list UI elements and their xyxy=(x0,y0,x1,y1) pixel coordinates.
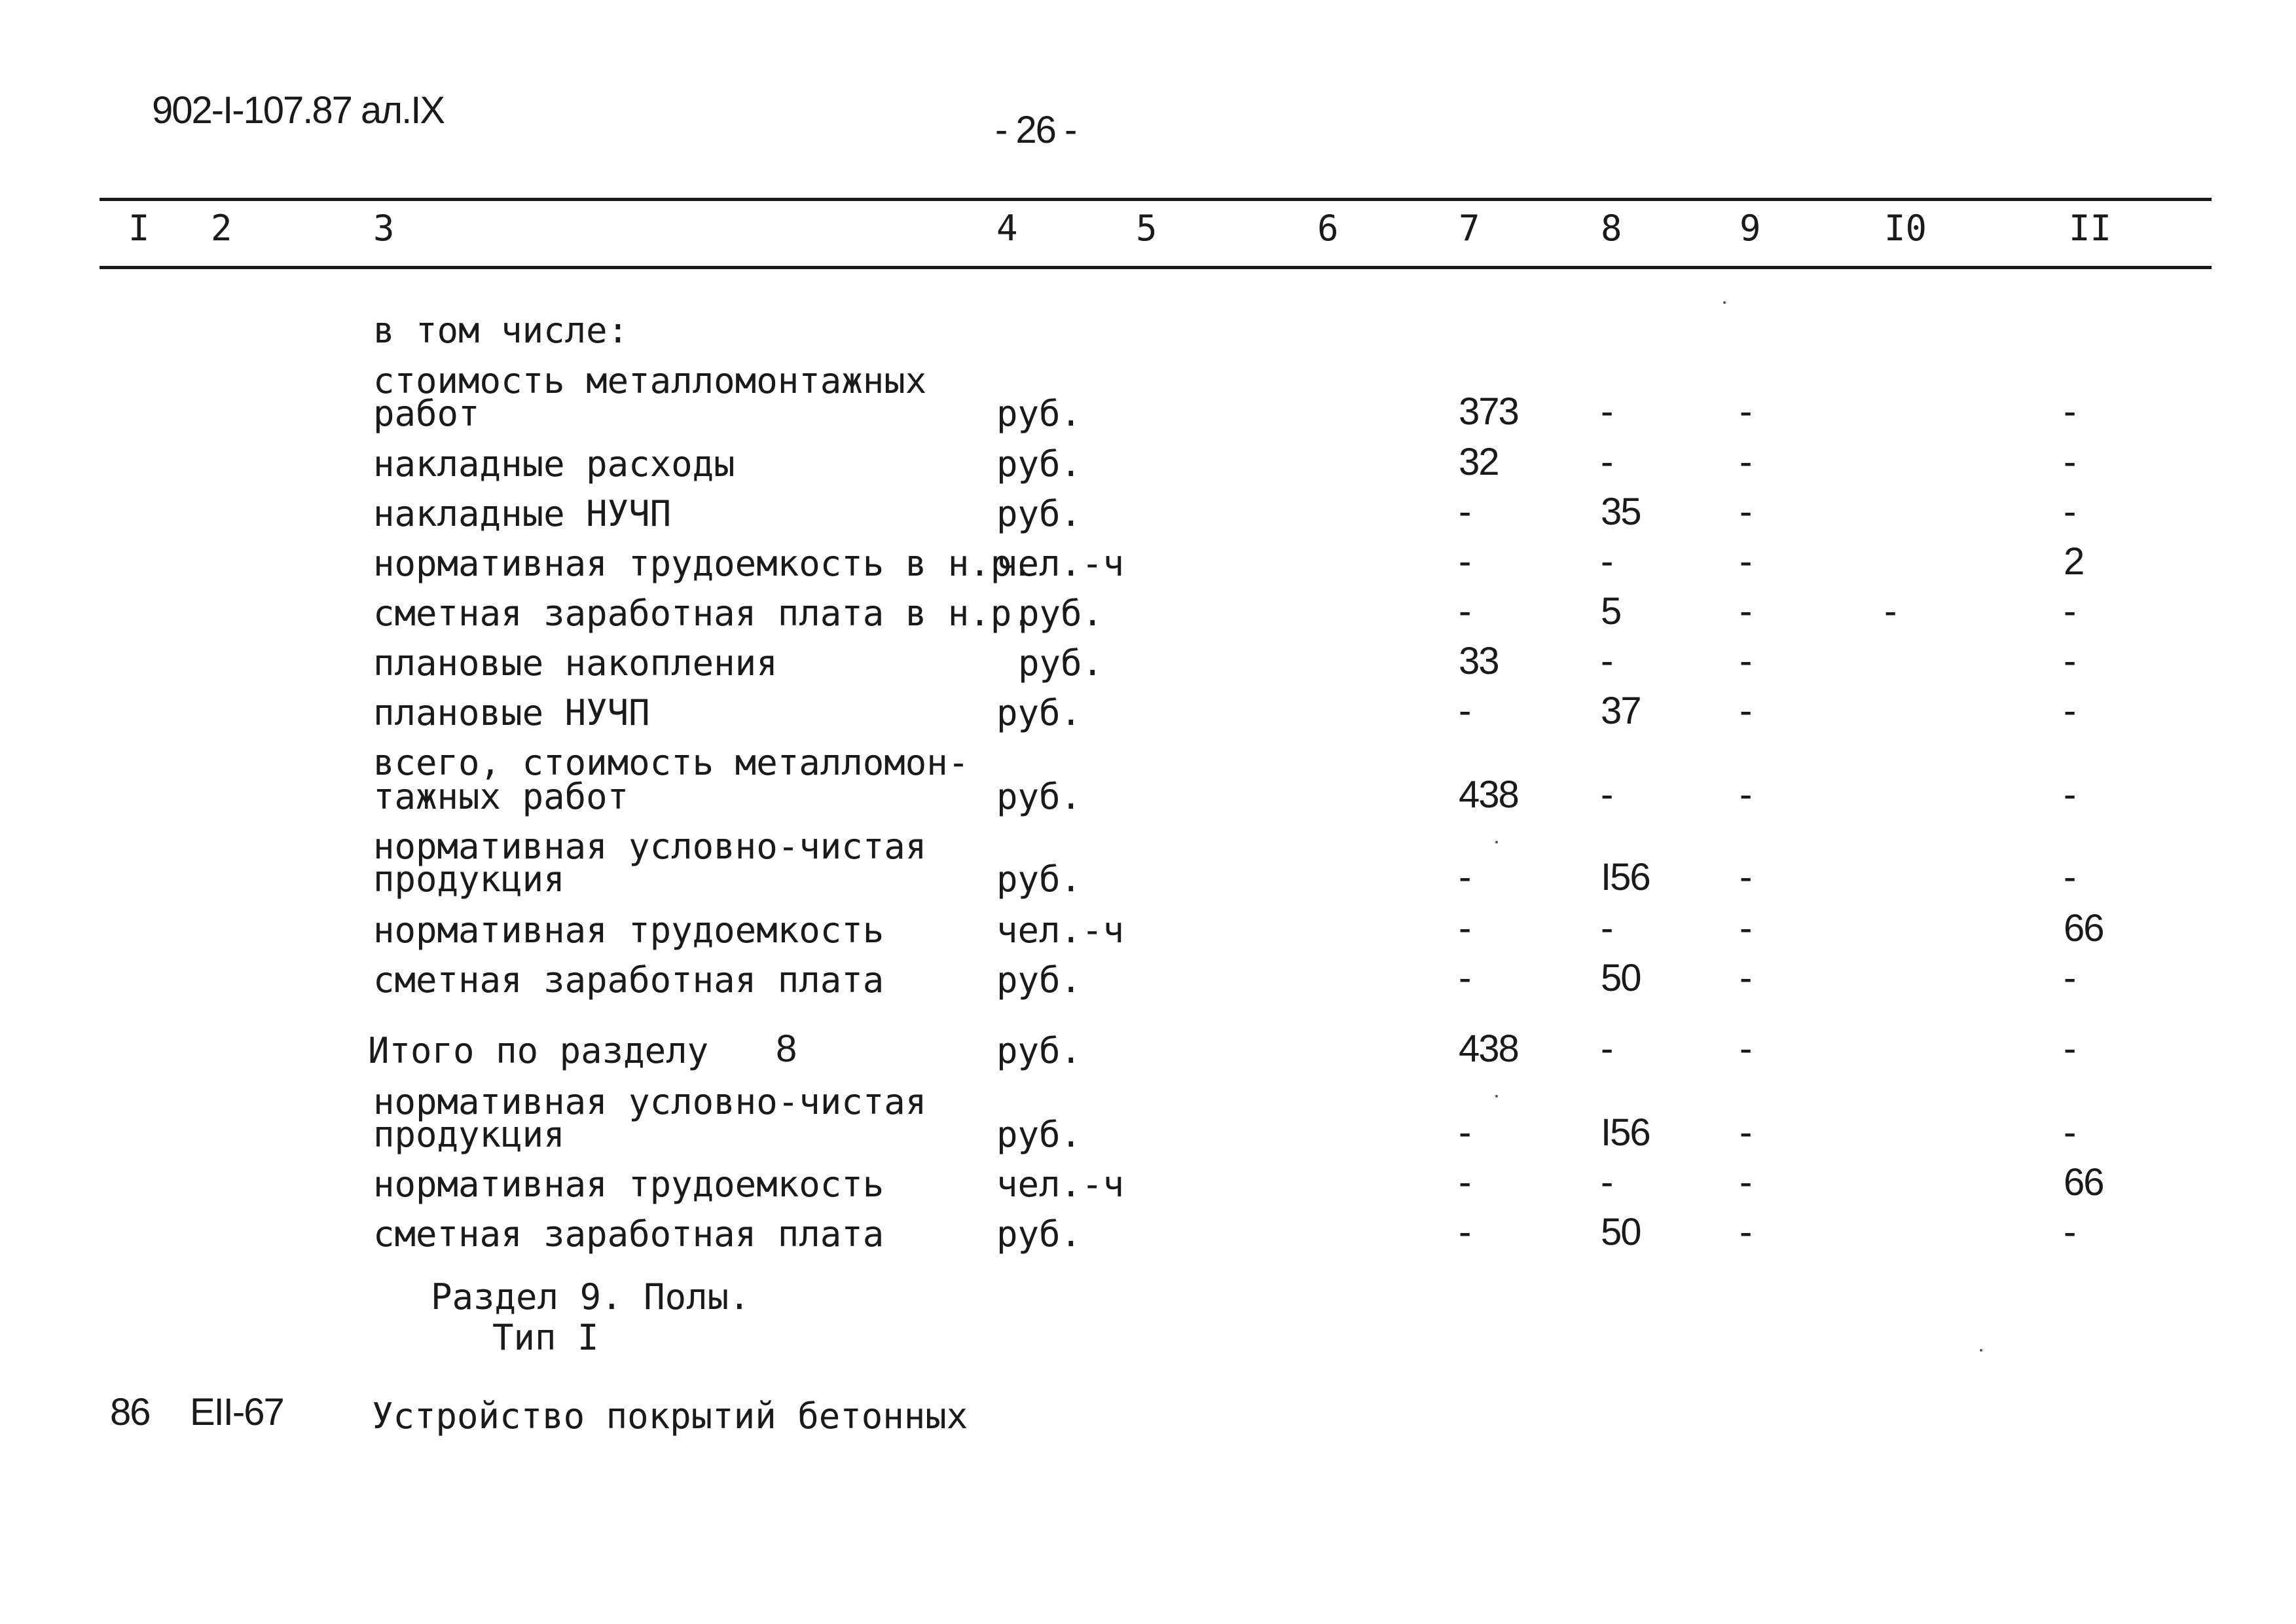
row-description-continued: тажных работ xyxy=(373,776,629,817)
cell-col9: - xyxy=(1740,957,1751,999)
row-description: плановые накопления xyxy=(373,642,778,684)
column-header: 8 xyxy=(1601,208,1622,249)
cell-col9: - xyxy=(1740,907,1751,950)
row-description: Устройство покрытий бетонных xyxy=(372,1395,968,1437)
scan-speck xyxy=(1723,301,1726,304)
cell-col9: - xyxy=(1740,773,1751,816)
row-description: нормативная условно-чистая xyxy=(373,826,927,867)
cell-col8: - xyxy=(1601,907,1613,950)
row-unit: чел.-ч xyxy=(996,1164,1125,1205)
row-unit: руб. xyxy=(996,493,1082,534)
item-code: ЕII-67 xyxy=(190,1391,283,1433)
table-top-rule xyxy=(100,198,2212,201)
cell-col7: 438 xyxy=(1459,1027,1518,1070)
row-description: Итого по разделу xyxy=(368,1030,709,1071)
cell-col7: - xyxy=(1459,856,1470,898)
cell-col11: - xyxy=(2064,1111,2075,1154)
row-unit: руб. xyxy=(996,1030,1082,1071)
cell-col8: 5 xyxy=(1601,590,1621,633)
cell-col8: I56 xyxy=(1601,856,1650,898)
cell-col9: - xyxy=(1740,690,1751,732)
row-description: накладные расходы xyxy=(373,443,735,485)
row-unit: чел.-ч xyxy=(996,543,1125,584)
table-header-bottom-rule xyxy=(100,266,2212,269)
cell-col11: - xyxy=(2064,640,2075,682)
page-number: - 26 - xyxy=(995,109,1076,151)
row-description-continued: работ xyxy=(373,393,480,434)
cell-col7: - xyxy=(1459,1111,1470,1154)
row-description: сметная заработная плата в н.р. xyxy=(373,593,1033,634)
section-title: Раздел 9. Полы. xyxy=(431,1276,750,1318)
cell-col7: - xyxy=(1459,490,1470,533)
cell-col8: 50 xyxy=(1601,1211,1641,1253)
cell-col11: - xyxy=(2064,690,2075,732)
row-description: всего, стоимость металломон- xyxy=(373,742,970,783)
row-description: в том числе: xyxy=(373,310,629,351)
cell-col7: - xyxy=(1459,1211,1470,1253)
cell-col8: - xyxy=(1601,773,1613,816)
column-header: 3 xyxy=(373,208,395,249)
cell-col9: - xyxy=(1740,590,1751,633)
cell-col8: 50 xyxy=(1601,957,1641,999)
cell-col8: - xyxy=(1601,441,1613,483)
cell-col8: - xyxy=(1601,1027,1613,1070)
row-description-continued: продукция xyxy=(373,858,565,900)
column-header: I0 xyxy=(1884,208,1927,249)
row-description: накладные НУЧП xyxy=(373,493,672,534)
cell-col9: - xyxy=(1740,1211,1751,1253)
row-unit: чел.-ч xyxy=(996,910,1125,951)
section-subtitle: Тип I xyxy=(492,1317,599,1358)
scan-speck xyxy=(1495,1095,1498,1098)
row-unit: руб. xyxy=(996,1213,1082,1255)
row-unit: руб. xyxy=(996,692,1082,733)
cell-col8: I56 xyxy=(1601,1111,1650,1154)
cell-col7: - xyxy=(1459,907,1470,950)
row-description: плановые НУЧП xyxy=(373,692,650,733)
cell-col11: 66 xyxy=(2064,907,2104,950)
cell-col7: - xyxy=(1459,1161,1470,1204)
row-unit: руб. xyxy=(996,858,1082,900)
cell-col11: 66 xyxy=(2064,1161,2104,1204)
section-number: 8 xyxy=(776,1027,796,1070)
row-unit: руб. xyxy=(996,959,1082,1001)
cell-col8: - xyxy=(1601,1161,1613,1204)
cell-col7: 32 xyxy=(1459,441,1499,483)
column-header: 5 xyxy=(1136,208,1157,249)
cell-col11: - xyxy=(2064,1027,2075,1070)
row-description: сметная заработная плата xyxy=(373,1213,884,1255)
cell-col8: - xyxy=(1601,390,1613,433)
row-unit: руб. xyxy=(1018,642,1104,684)
column-header: 6 xyxy=(1317,208,1339,249)
row-unit: руб. xyxy=(996,443,1082,485)
cell-col7: 33 xyxy=(1459,640,1499,682)
row-description: нормативная трудоемкость в н.р. xyxy=(373,543,1033,584)
cell-col7: - xyxy=(1459,540,1470,583)
cell-col11: - xyxy=(2064,1211,2075,1253)
cell-col11: - xyxy=(2064,957,2075,999)
row-description: сметная заработная плата xyxy=(373,959,884,1001)
cell-col11: - xyxy=(2064,441,2075,483)
cell-col9: - xyxy=(1740,1161,1751,1204)
cell-col9: - xyxy=(1740,1111,1751,1154)
row-description: нормативная трудоемкость xyxy=(373,1164,884,1205)
scan-speck xyxy=(1980,1349,1982,1352)
cell-col9: - xyxy=(1740,1027,1751,1070)
cell-col7: - xyxy=(1459,957,1470,999)
cell-col10: - xyxy=(1884,590,1896,633)
cell-col9: - xyxy=(1740,640,1751,682)
cell-col11: 2 xyxy=(2064,540,2084,583)
cell-col8: - xyxy=(1601,640,1613,682)
cell-col7: 438 xyxy=(1459,773,1518,816)
row-description-continued: продукция xyxy=(373,1114,565,1155)
scan-speck xyxy=(1495,841,1498,843)
cell-col9: - xyxy=(1740,390,1751,433)
column-header: 4 xyxy=(996,208,1018,249)
cell-col11: - xyxy=(2064,490,2075,533)
row-description: стоимость металломонтажных xyxy=(373,360,927,401)
cell-col7: - xyxy=(1459,690,1470,732)
cell-col9: - xyxy=(1740,490,1751,533)
cell-col7: 373 xyxy=(1459,390,1518,433)
cell-col9: - xyxy=(1740,540,1751,583)
column-header: I xyxy=(128,208,150,249)
column-header: 2 xyxy=(211,208,232,249)
cell-col8: - xyxy=(1601,540,1613,583)
cell-col11: - xyxy=(2064,856,2075,898)
item-number: 86 xyxy=(110,1391,150,1433)
row-unit: руб. xyxy=(996,1114,1082,1155)
cell-col9: - xyxy=(1740,441,1751,483)
cell-col11: - xyxy=(2064,773,2075,816)
cell-col8: 35 xyxy=(1601,490,1641,533)
cell-col9: - xyxy=(1740,856,1751,898)
cell-col7: - xyxy=(1459,590,1470,633)
row-unit: руб. xyxy=(1018,593,1104,634)
cell-col11: - xyxy=(2064,590,2075,633)
cell-col11: - xyxy=(2064,390,2075,433)
row-unit: руб. xyxy=(996,776,1082,817)
column-header: 9 xyxy=(1740,208,1761,249)
column-header: II xyxy=(2069,208,2112,249)
row-description: нормативная условно-чистая xyxy=(373,1081,927,1122)
column-header: 7 xyxy=(1459,208,1480,249)
cell-col8: 37 xyxy=(1601,690,1641,732)
row-unit: руб. xyxy=(996,393,1082,434)
document-code: 902-I-107.87 ал.IX xyxy=(152,89,445,132)
row-description: нормативная трудоемкость xyxy=(373,910,884,951)
